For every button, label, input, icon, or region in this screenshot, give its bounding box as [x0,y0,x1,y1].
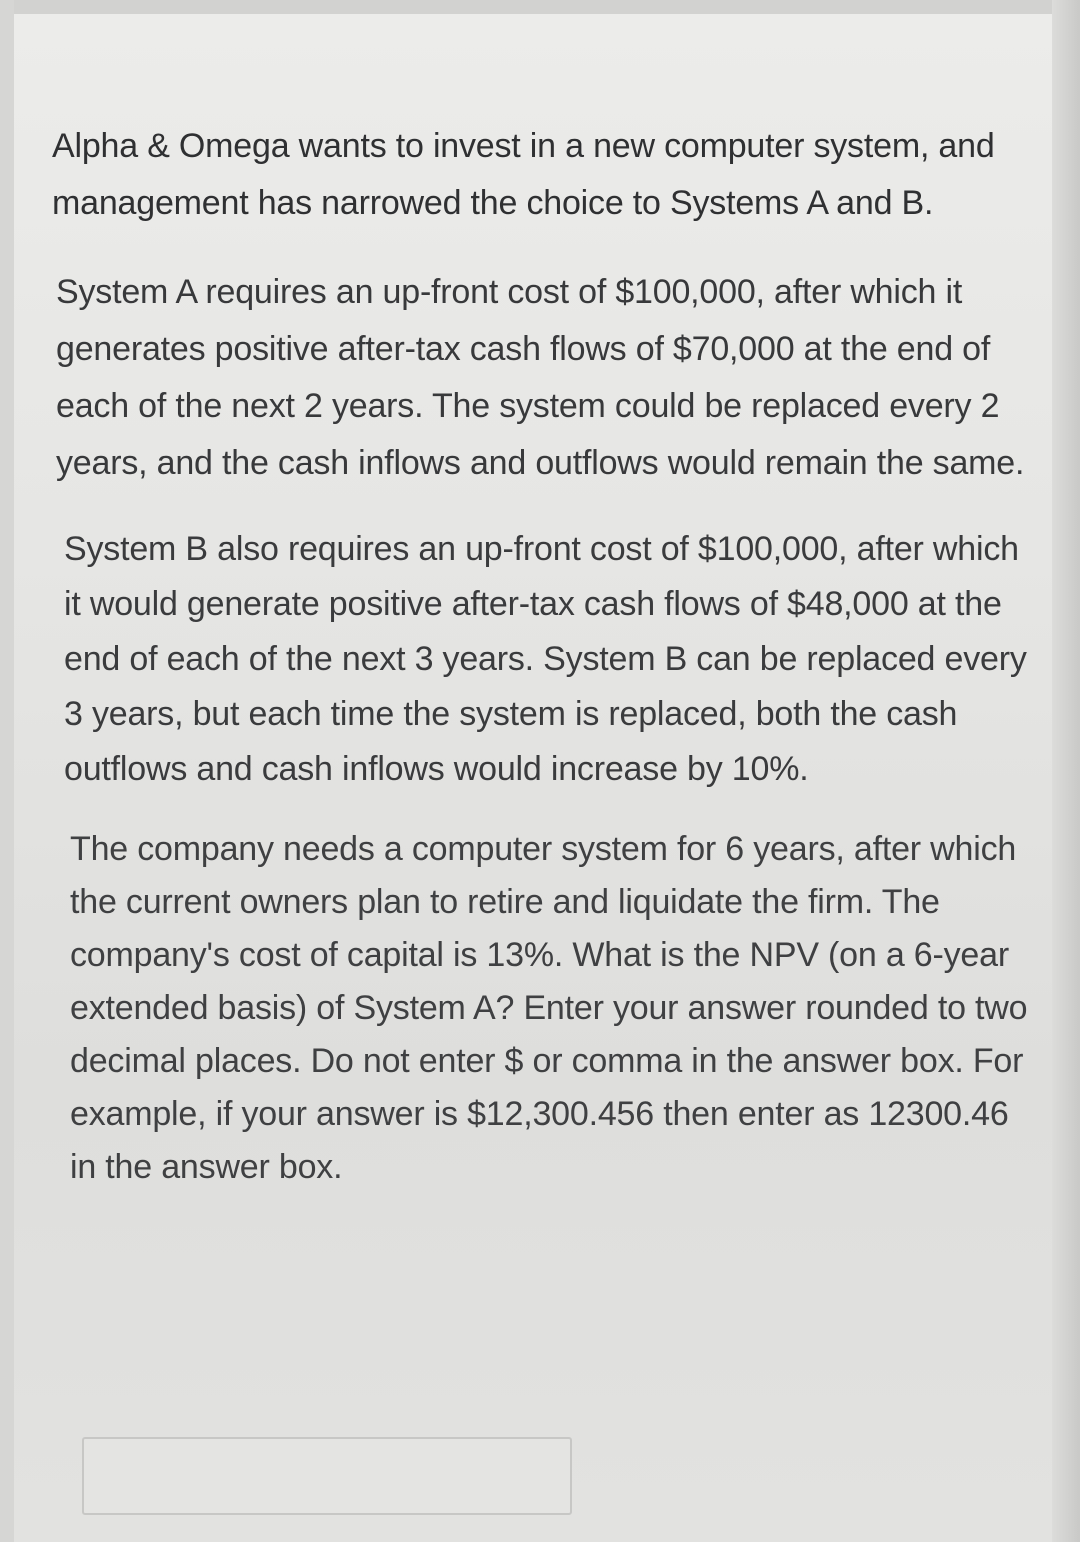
question-paragraph-system-b: System B also requires an up-front cost of $100,000, after which it would generate positive after-tax cash flows of $48,000 at the end of each of the next 3 years. System B can be replaced every 3 years, but each time the system is replaced, both the cash outflows and cash inflows would increase by 10%. [64,530,1027,788]
question-paragraph-system-a: System A requires an up-front cost of $100,000, after which it generates positive after-tax cash flows of $70,000 at the end of each of the next 2 years. The system could be replaced every 2 years, and the cash inflows and outflows would remain the same. [56,273,1025,482]
answer-input[interactable] [82,1437,572,1515]
left-frame-border [0,0,14,1542]
question-paragraph-intro: Alpha & Omega wants to invest in a new computer system, and management has narrowed the choice to Systems A and B. [52,127,995,222]
question-paragraph-prompt: The company needs a computer system for 6 years, after which the current owners plan to retire and liquidate the firm. The company's cost of capital is 13%. What is the NPV (on a 6-year extended basis) of System A? Enter your answer rounded to two decimal places. Do not enter $ or comma in the answer box. For example, if your answer is $12,300.456 then enter as 12300.46 in the answer box. [70,830,1028,1186]
right-frame-border [1052,0,1080,1542]
top-frame-border [0,0,1080,14]
question-text [52,118,1042,1194]
